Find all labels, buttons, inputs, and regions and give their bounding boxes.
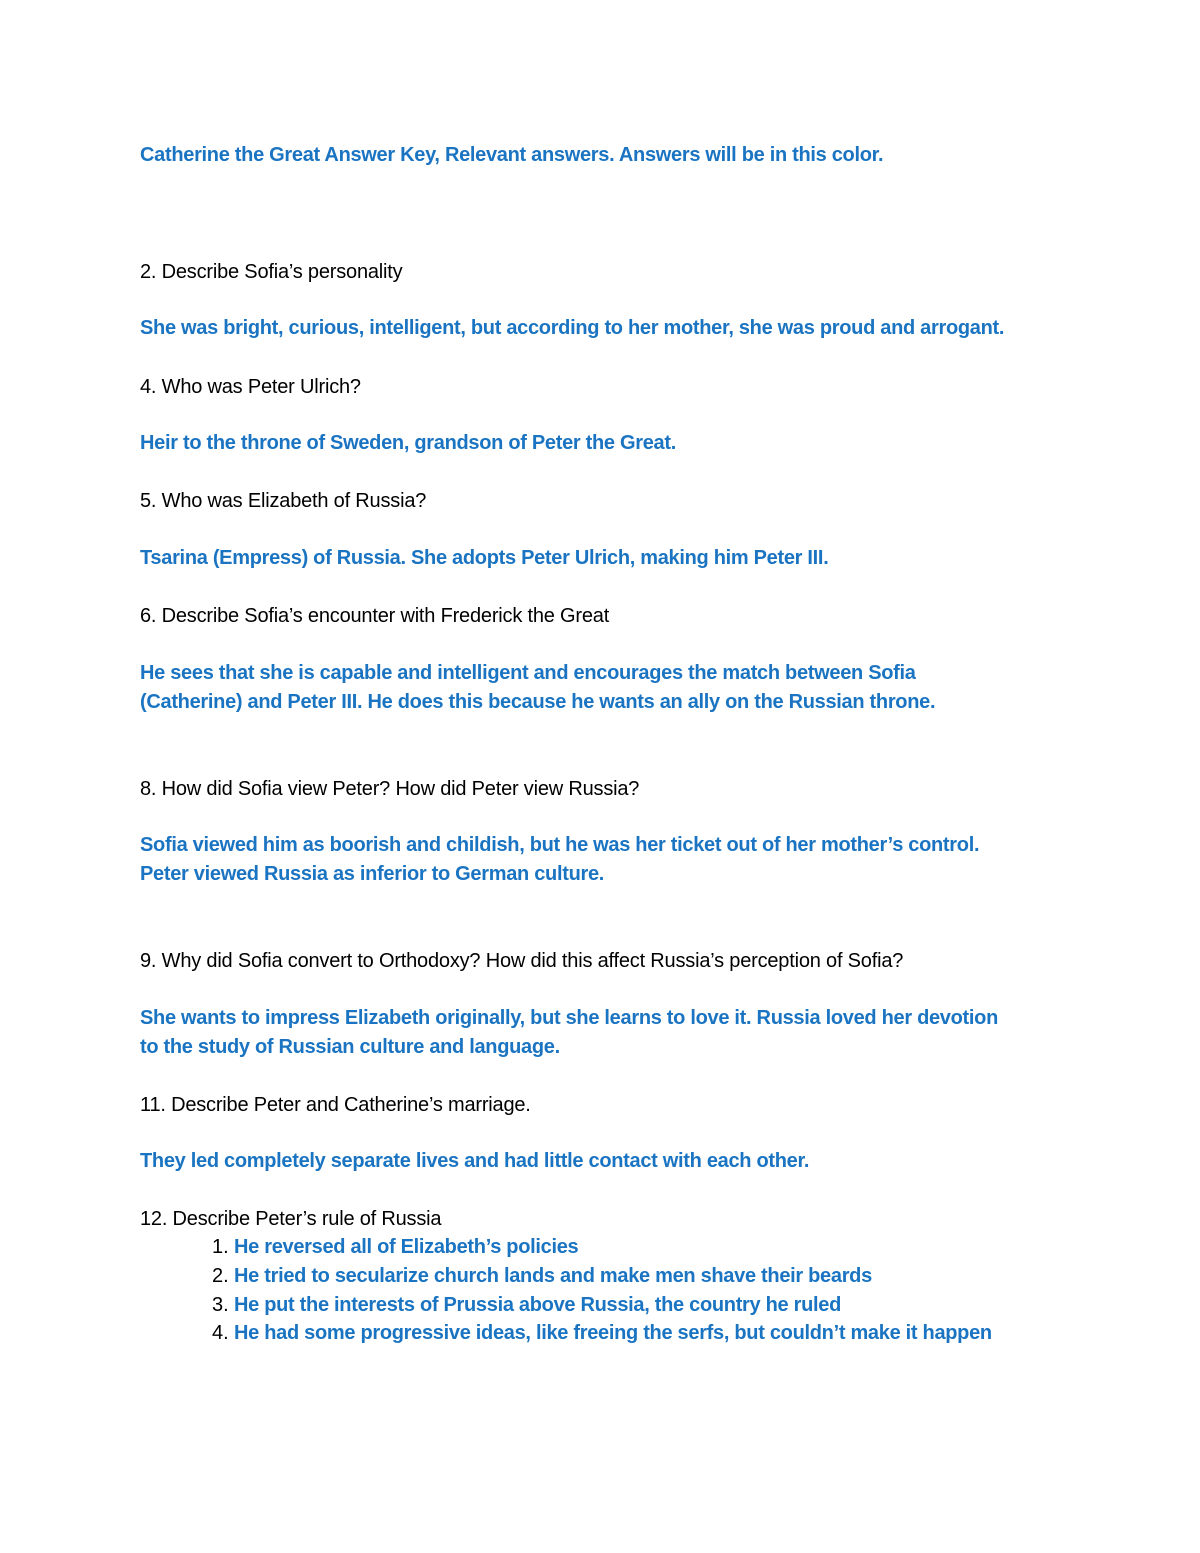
answer-6-line-2: (Catherine) and Peter III. He does this because he wants an ally on the Russian throne. — [140, 691, 936, 713]
list-text: He reversed all of Elizabeth’s policies — [234, 1236, 579, 1258]
question-4: 4. Who was Peter Ulrich? — [140, 376, 361, 398]
answer-11-line-1: They led completely separate lives and had little contact with each other. — [140, 1150, 810, 1172]
list-number: 3. — [212, 1294, 229, 1316]
list-number: 1. — [212, 1236, 229, 1258]
question-11: 11. Describe Peter and Catherine’s marriage. — [140, 1094, 531, 1116]
list-number: 2. — [212, 1265, 229, 1287]
question-8: 8. How did Sofia view Peter? How did Peter view Russia? — [140, 778, 640, 800]
answer-12-list-item — [212, 1233, 578, 1261]
answer-2-line-1: She was bright, curious, intelligent, but according to her mother, she was proud and arrogant. — [140, 317, 1005, 339]
question-12: 12. Describe Peter’s rule of Russia — [140, 1208, 442, 1230]
list-text: He had some progressive ideas, like freeing the serfs, but couldn’t make it happen — [234, 1322, 992, 1344]
list-text: He put the interests of Prussia above Russia, the country he ruled — [234, 1294, 842, 1316]
answer-9-line-2: to the study of Russian culture and language. — [140, 1036, 560, 1058]
question-6: 6. Describe Sofia’s encounter with Frederick the Great — [140, 605, 610, 627]
list-text: He tried to secularize church lands and make men shave their beards — [234, 1265, 872, 1287]
answer-6-line-1: He sees that she is capable and intelligent and encourages the match between Sofia — [140, 662, 916, 684]
answer-4-line-1: Heir to the throne of Sweden, grandson of Peter the Great. — [140, 432, 676, 454]
answer-12-list-item — [212, 1262, 872, 1290]
question-9: 9. Why did Sofia convert to Orthodoxy? How did this affect Russia’s perception of Sofia? — [140, 950, 904, 972]
answer-5-line-1: Tsarina (Empress) of Russia. She adopts Peter Ulrich, making him Peter III. — [140, 547, 829, 569]
list-number: 4. — [212, 1322, 229, 1344]
question-5: 5. Who was Elizabeth of Russia? — [140, 490, 427, 512]
answer-9-line-1: She wants to impress Elizabeth originally, but she learns to love it. Russia loved her devotion — [140, 1007, 998, 1029]
question-2: 2. Describe Sofia’s personality — [140, 261, 403, 283]
answer-8-line-2: Peter viewed Russia as inferior to German culture. — [140, 863, 605, 885]
answer-12-list-item — [212, 1291, 841, 1319]
answer-8-line-1: Sofia viewed him as boorish and childish, but he was her ticket out of her mother’s control. — [140, 834, 980, 856]
page-title: Catherine the Great Answer Key, Relevant answers. Answers will be in this color. — [140, 144, 884, 166]
answer-12-list-item — [212, 1319, 992, 1347]
